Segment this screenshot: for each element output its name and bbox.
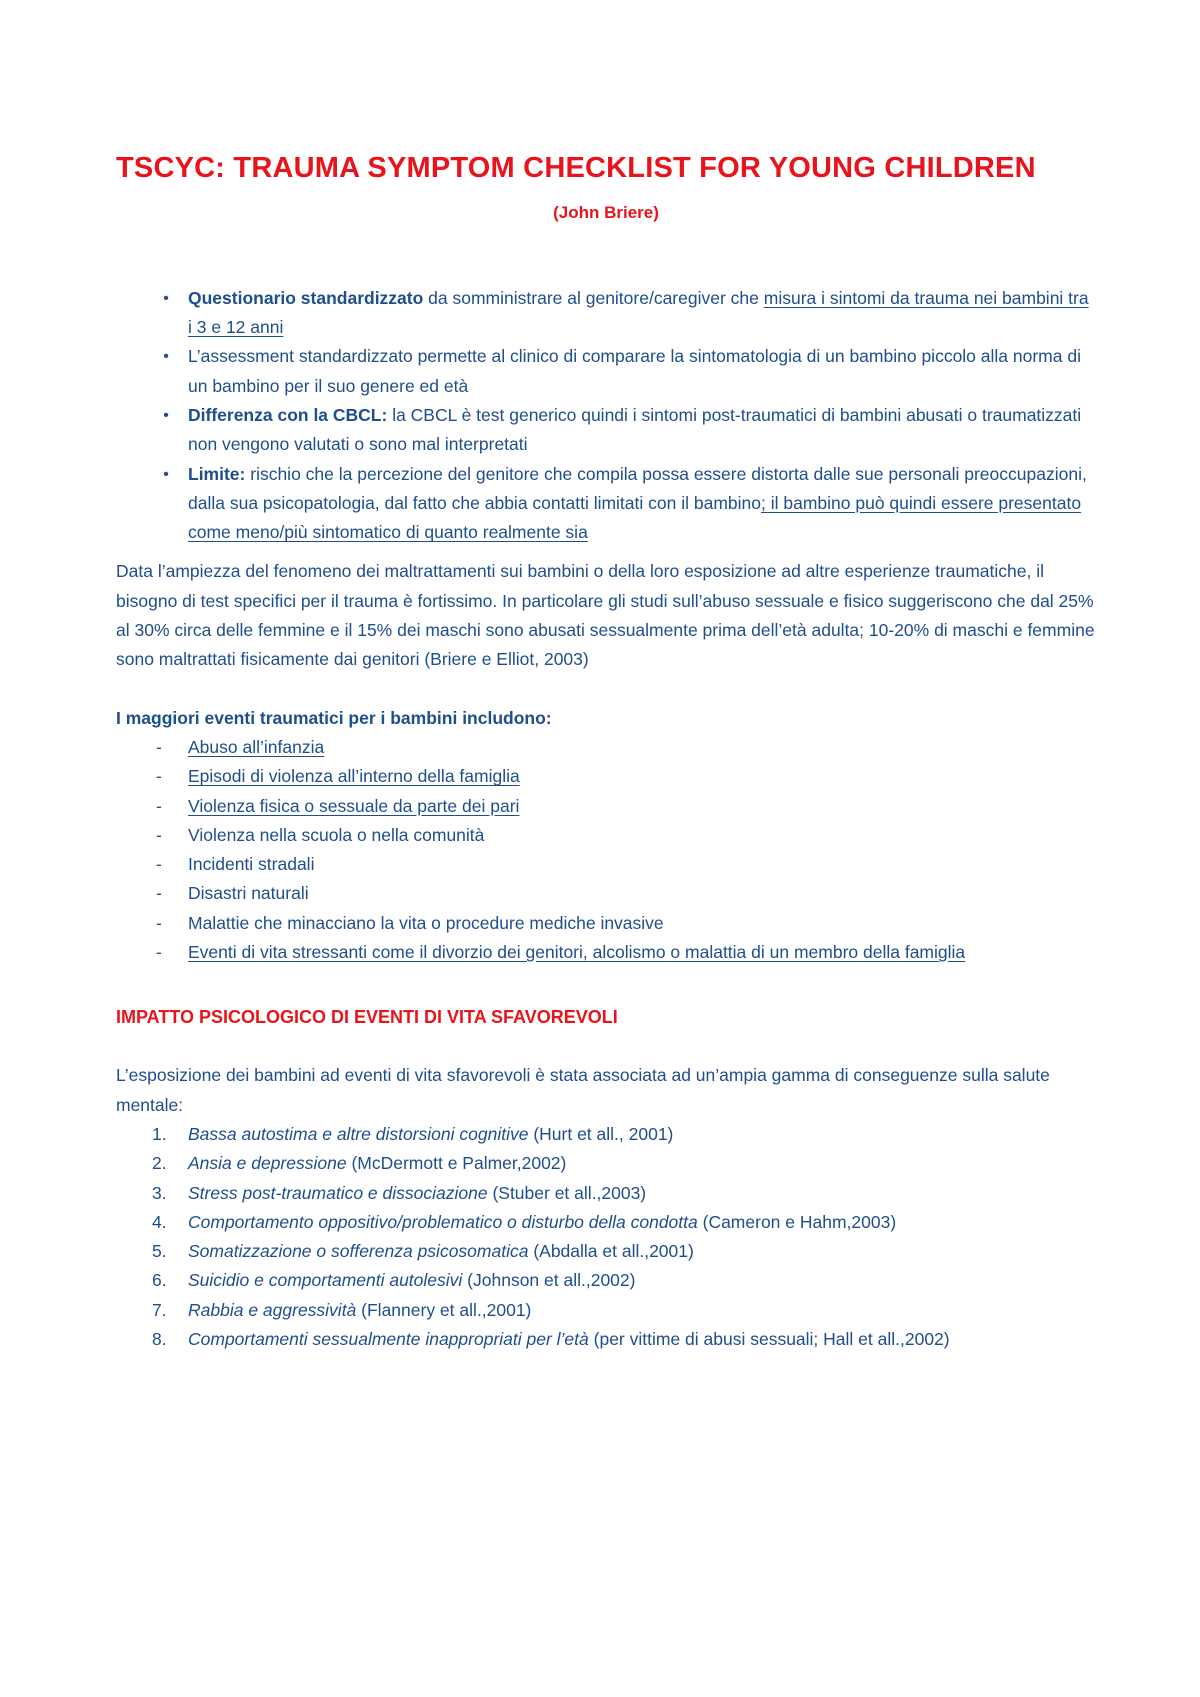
impact-topic: Rabbia e aggressività — [188, 1299, 357, 1320]
impact-topic: Comportamento oppositivo/problematico o disturbo della condotta — [188, 1211, 698, 1232]
list-item — [116, 762, 1096, 791]
list-item — [116, 1325, 1096, 1354]
list-number: 1. — [152, 1123, 167, 1144]
impact-reference: (Cameron e Hahm,2003) — [697, 1211, 897, 1232]
bullet-text: L’assessment standardizzato permette al clinico di comparare la sintomatologia di un bambino piccolo alla norma di un bambino per il suo genere ed età — [188, 346, 1081, 396]
list-item — [116, 821, 1096, 850]
event-text: Violenza nella scuola o nella comunità — [188, 824, 485, 845]
body-paragraph: Data l’ampiezza del fenomeno dei maltrattamenti sui bambini o della loro esposizione ad altre esperienze traumatiche, il bisogno di test specifici per il trauma è fortissimo. In particolare gli studi sull’abuso sessuale e fisico suggeriscono che dal 25% al 30% circa delle femmine e il 15% dei maschi sono abusati sessualmente prima dell’età adulta; 10-20% di maschi e femmine sono maltrattati fisicamente dai genitori (Briere e Elliot, 2003) — [116, 561, 1095, 670]
event-text: Eventi di vita stressanti come il divorzio dei genitori, alcolismo o malattia di un membro della famiglia — [188, 942, 966, 963]
impact-topic: Ansia e depressione — [188, 1153, 347, 1174]
impact-list — [116, 1120, 1096, 1354]
impact-topic: Somatizzazione o sofferenza psicosomatica — [188, 1241, 529, 1262]
impact-reference: (McDermott e Palmer,2002) — [346, 1153, 567, 1174]
events-heading: I maggiori eventi traumatici per i bambini includono: — [116, 707, 552, 728]
list-item — [116, 879, 1096, 908]
dash-marker: - — [156, 883, 162, 904]
bullet-bold: Questionario standardizzato — [188, 287, 424, 308]
dash-marker: - — [156, 766, 162, 787]
list-number: 3. — [152, 1182, 167, 1203]
dash-marker: - — [156, 912, 162, 933]
impact-reference: (Stuber et all.,2003) — [487, 1182, 647, 1203]
events-list — [116, 733, 1096, 967]
list-number: 5. — [152, 1241, 167, 1262]
list-number: 7. — [152, 1299, 167, 1320]
summary-bullet-list — [116, 284, 1096, 548]
impact-topic: Stress post-traumatico e dissociazione — [188, 1182, 488, 1203]
list-item — [116, 1149, 1096, 1178]
list-item — [116, 1120, 1096, 1149]
bullet-icon: • — [163, 406, 169, 424]
list-item — [116, 792, 1096, 821]
event-text: Violenza fisica o sessuale da parte dei pari — [188, 795, 520, 816]
event-text: Episodi di violenza all’interno della famiglia — [188, 766, 520, 787]
list-item — [116, 1296, 1096, 1325]
impact-reference: (Abdalla et all.,2001) — [528, 1241, 694, 1262]
list-item — [116, 1179, 1096, 1208]
event-text: Disastri naturali — [188, 883, 309, 904]
dash-marker: - — [156, 795, 162, 816]
bullet-text: rischio che la percezione del genitore che compila possa essere distorta dalle sue personali preoccupazioni, dalla sua psicopatologia, dal fatto che abbia contatti limitati con il bambino — [188, 463, 1087, 513]
document-page — [116, 150, 1096, 1354]
list-number: 4. — [152, 1211, 167, 1232]
bullet-item — [116, 342, 1096, 401]
list-item — [116, 938, 1096, 967]
bullet-bold: Limite: — [188, 463, 246, 484]
impact-reference: (per vittime di abusi sessuali; Hall et all.,2002) — [588, 1328, 950, 1349]
impact-topic: Suicidio e comportamenti autolesivi — [188, 1270, 463, 1291]
dash-marker: - — [156, 736, 162, 757]
document-title: TSCYC: TRAUMA SYMPTOM CHECKLIST FOR YOUNG CHILDREN — [116, 152, 1036, 184]
impact-reference: (Flannery et all.,2001) — [356, 1299, 532, 1320]
list-number: 8. — [152, 1328, 167, 1349]
list-number: 2. — [152, 1153, 167, 1174]
list-number: 6. — [152, 1270, 167, 1291]
list-item — [116, 850, 1096, 879]
list-item — [116, 1266, 1096, 1295]
dash-marker: - — [156, 824, 162, 845]
dash-marker: - — [156, 854, 162, 875]
bullet-underlined-text: ; il bambino può quindi essere presentato come meno/più sintomatico di quanto realmente sia — [188, 492, 1082, 543]
impact-intro: L’esposizione dei bambini ad eventi di vita sfavorevoli è stata associata ad un’ampia gamma di conseguenze sulla salute mentale: — [116, 1065, 1050, 1115]
bullet-underlined-text: misura i sintomi da trauma nei bambini tra i 3 e 12 anni — [188, 287, 1089, 338]
list-item — [116, 909, 1096, 938]
bullet-item — [116, 284, 1096, 343]
impact-topic: Comportamenti sessualmente inappropriati per l’età — [188, 1328, 589, 1349]
bullet-text: da somministrare al genitore/caregiver che — [423, 287, 764, 308]
impact-reference: (Hurt et all., 2001) — [528, 1123, 674, 1144]
list-item — [116, 733, 1096, 762]
event-text: Abuso all’infanzia — [188, 736, 325, 757]
impact-reference: (Johnson et all.,2002) — [462, 1270, 636, 1291]
list-item — [116, 1237, 1096, 1266]
list-item — [116, 1208, 1096, 1237]
impact-topic: Bassa autostima e altre distorsioni cognitive — [188, 1123, 529, 1144]
bullet-bold: Differenza con la CBCL: — [188, 404, 388, 425]
bullet-icon: • — [163, 348, 169, 366]
event-text: Incidenti stradali — [188, 854, 315, 875]
bullet-icon: • — [163, 289, 169, 307]
bullet-icon: • — [163, 465, 169, 483]
event-text: Malattie che minacciano la vita o procedure mediche invasive — [188, 912, 664, 933]
document-author: (John Briere) — [553, 202, 659, 222]
dash-marker: - — [156, 942, 162, 963]
bullet-item — [116, 401, 1096, 460]
section-title-impact: IMPATTO PSICOLOGICO DI EVENTI DI VITA SFAVOREVOLI — [116, 1007, 618, 1028]
bullet-item — [116, 460, 1096, 548]
bullet-text: la CBCL è test generico quindi i sintomi post-traumatici di bambini abusati o traumatizzati non vengono valutati o sono mal interpretati — [188, 404, 1082, 455]
